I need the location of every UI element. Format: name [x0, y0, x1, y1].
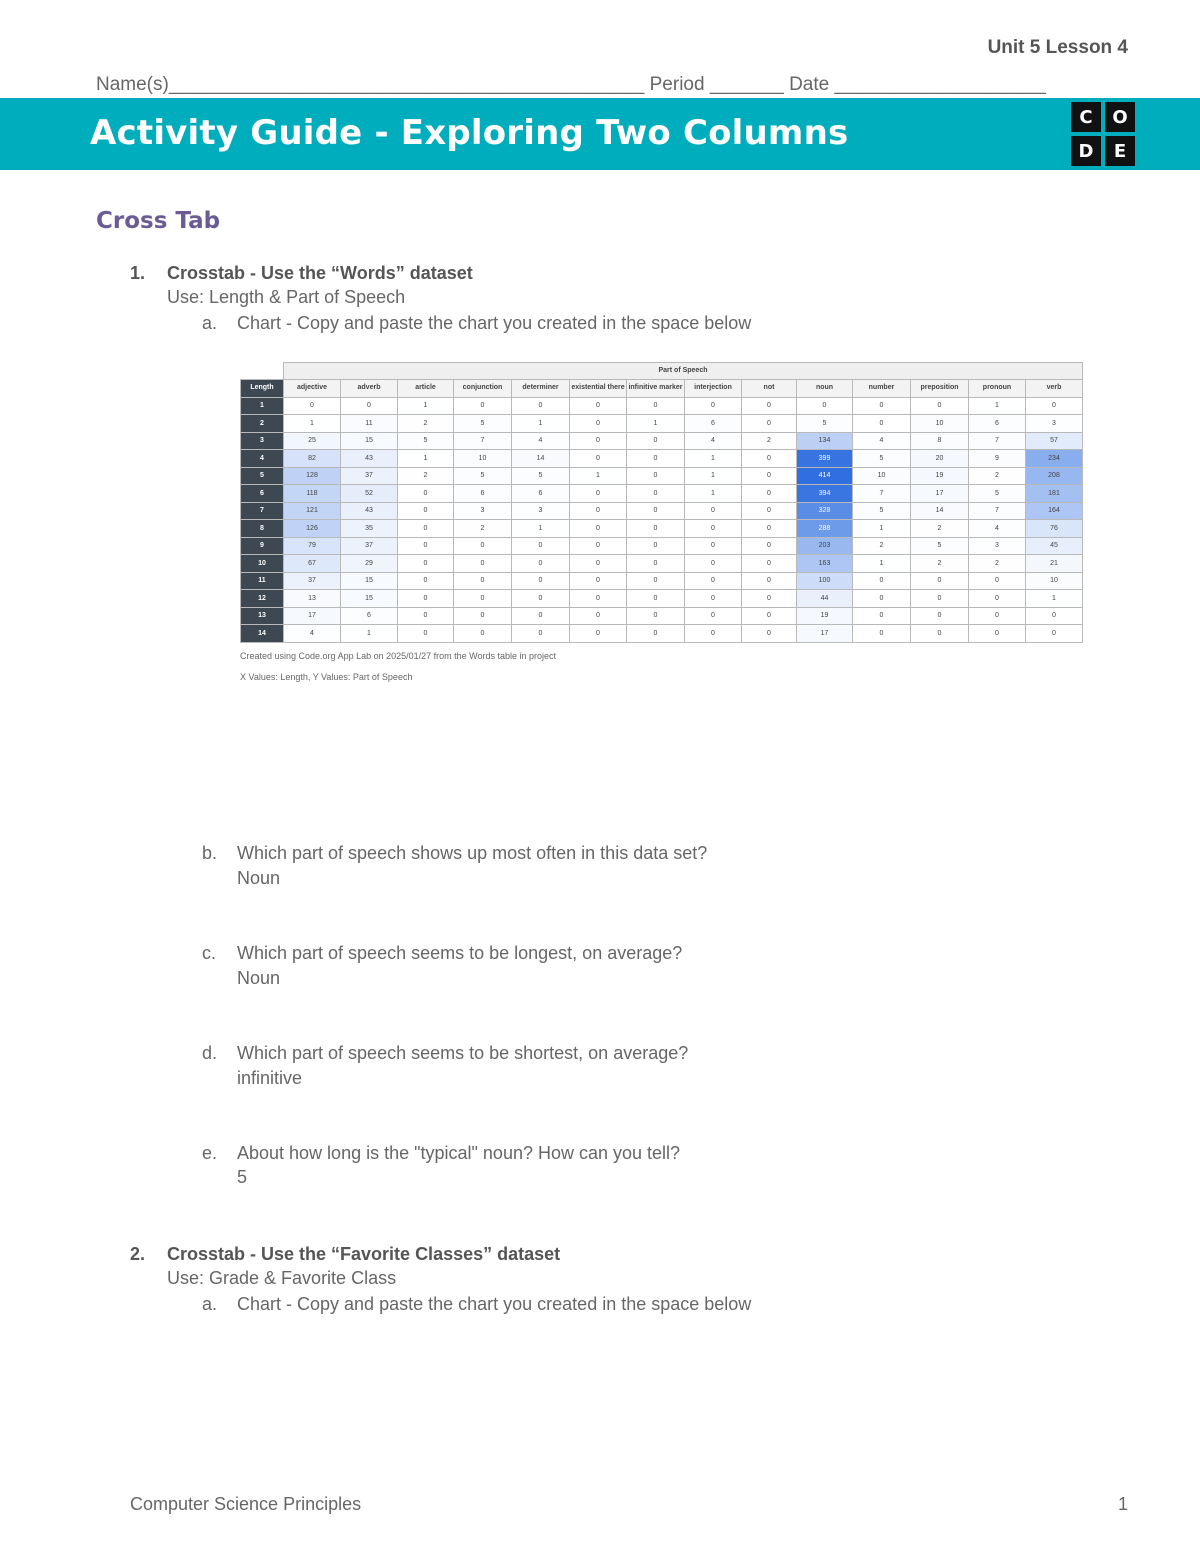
crosstab-column-header: noun	[797, 380, 853, 398]
question-1d-text: Which part of speech seems to be shortest, on average?	[237, 1043, 689, 1063]
crosstab-cell: 0	[627, 555, 685, 573]
crosstab-cell: 0	[911, 397, 969, 415]
crosstab-cell: 15	[341, 572, 398, 590]
page-title: Activity Guide - Exploring Two Columns	[90, 113, 849, 153]
crosstab-cell: 1	[570, 467, 627, 485]
crosstab-cell: 0	[742, 450, 797, 468]
crosstab-row-label: 8	[241, 520, 284, 538]
crosstab-cell: 35	[341, 520, 398, 538]
crosstab-cell: 4	[685, 432, 742, 450]
crosstab-cell: 0	[969, 590, 1026, 608]
crosstab-cell: 234	[1026, 450, 1083, 468]
crosstab-cell: 2	[742, 432, 797, 450]
crosstab-cell: 6	[512, 485, 570, 503]
crosstab-cell: 6	[969, 415, 1026, 433]
logo-letter-d: D	[1071, 136, 1101, 166]
crosstab-cell: 0	[742, 415, 797, 433]
crosstab-column-header: number	[853, 380, 911, 398]
crosstab-cell: 10	[454, 450, 512, 468]
question-1e-text: About how long is the "typical" noun? How can you tell?	[237, 1143, 681, 1163]
crosstab-cell: 0	[685, 537, 742, 555]
crosstab-column-header: preposition	[911, 380, 969, 398]
crosstab-cell: 0	[969, 572, 1026, 590]
crosstab-cell: 0	[742, 537, 797, 555]
crosstab-cell: 0	[398, 485, 454, 503]
crosstab-row	[241, 572, 1083, 590]
crosstab-cell: 0	[627, 537, 685, 555]
crosstab-cell: 0	[911, 607, 969, 625]
crosstab-cell: 0	[570, 397, 627, 415]
crosstab-cell: 5	[797, 415, 853, 433]
crosstab-cell: 82	[284, 450, 341, 468]
crosstab-cell: 37	[341, 537, 398, 555]
crosstab-row-label: 13	[241, 607, 284, 625]
crosstab-cell: 4	[512, 432, 570, 450]
crosstab-cell: 0	[512, 625, 570, 643]
crosstab-row-label: 6	[241, 485, 284, 503]
footer-course-name: Computer Science Principles	[130, 1494, 362, 1514]
crosstab-cell: 4	[284, 625, 341, 643]
crosstab-cell: 1	[969, 397, 1026, 415]
crosstab-cell: 163	[797, 555, 853, 573]
crosstab-cell: 15	[341, 590, 398, 608]
crosstab-cell: 208	[1026, 467, 1083, 485]
crosstab-cell: 2	[853, 537, 911, 555]
question-1d-answer: infinitive	[237, 1068, 303, 1088]
crosstab-cell: 10	[911, 415, 969, 433]
crosstab-cell: 1	[627, 415, 685, 433]
crosstab-cell: 52	[341, 485, 398, 503]
crosstab-row	[241, 625, 1083, 643]
crosstab-cell: 2	[969, 467, 1026, 485]
question-1a-text: Chart - Copy and paste the chart you created in the space below	[237, 313, 752, 333]
crosstab-cell: 6	[454, 485, 512, 503]
crosstab-cell: 5	[969, 485, 1026, 503]
crosstab-cell: 3	[512, 502, 570, 520]
crosstab-cell: 8	[911, 432, 969, 450]
code-logo	[1071, 102, 1135, 166]
crosstab-cell: 3	[1026, 415, 1083, 433]
crosstab-column-header: existential there	[570, 380, 627, 398]
crosstab-cell: 0	[853, 415, 911, 433]
crosstab-cell: 2	[454, 520, 512, 538]
crosstab-cell: 1	[398, 450, 454, 468]
crosstab-cell: 0	[742, 590, 797, 608]
crosstab-cell: 0	[570, 502, 627, 520]
crosstab-row-label: 3	[241, 432, 284, 450]
question-1b-answer: Noun	[237, 868, 281, 888]
crosstab-cell: 4	[969, 520, 1026, 538]
crosstab-cell: 1	[341, 625, 398, 643]
crosstab-cell: 5	[454, 467, 512, 485]
crosstab-cell: 0	[627, 467, 685, 485]
crosstab-cell: 5	[398, 432, 454, 450]
crosstab-cell: 118	[284, 485, 341, 503]
crosstab-cell: 7	[969, 502, 1026, 520]
crosstab-row	[241, 397, 1083, 415]
crosstab-cell: 0	[627, 432, 685, 450]
crosstab-row	[241, 537, 1083, 555]
crosstab-cell: 5	[454, 415, 512, 433]
crosstab-cell: 6	[341, 607, 398, 625]
crosstab-cell: 0	[685, 520, 742, 538]
crosstab-cell: 1	[512, 520, 570, 538]
crosstab-cell: 0	[398, 555, 454, 573]
crosstab-cell: 20	[911, 450, 969, 468]
crosstab-cell: 3	[969, 537, 1026, 555]
section-heading: Cross Tab	[96, 208, 221, 234]
crosstab-column-header: not	[742, 380, 797, 398]
crosstab-cell: 0	[398, 625, 454, 643]
crosstab-row	[241, 607, 1083, 625]
crosstab-cell: 1	[853, 555, 911, 573]
crosstab-cell: 0	[454, 625, 512, 643]
crosstab-cell: 0	[570, 607, 627, 625]
chart-caption-axes: X Values: Length, Y Values: Part of Speech	[240, 672, 413, 682]
crosstab-cell: 0	[685, 625, 742, 643]
crosstab-cell: 14	[911, 502, 969, 520]
crosstab-row-label: 7	[241, 502, 284, 520]
crosstab-cell: 5	[911, 537, 969, 555]
crosstab-row	[241, 590, 1083, 608]
crosstab-cell: 4	[853, 432, 911, 450]
crosstab-cell: 0	[685, 555, 742, 573]
crosstab-cell: 76	[1026, 520, 1083, 538]
crosstab-row	[241, 467, 1083, 485]
crosstab-cell: 0	[570, 572, 627, 590]
crosstab-body	[241, 397, 1083, 642]
logo-letter-e: E	[1105, 136, 1135, 166]
crosstab-cell: 0	[570, 555, 627, 573]
crosstab-cell: 0	[685, 572, 742, 590]
footer-page-number: 1	[1117, 1494, 1128, 1514]
crosstab-cell: 43	[341, 450, 398, 468]
chart-caption-created: Created using Code.org App Lab on 2025/01/27 from the Words table in project	[240, 651, 557, 661]
crosstab-cell: 0	[969, 607, 1026, 625]
crosstab-row	[241, 502, 1083, 520]
question-2a-text: Chart - Copy and paste the chart you created in the space below	[237, 1294, 752, 1314]
crosstab-cell: 25	[284, 432, 341, 450]
crosstab-table	[240, 362, 1083, 643]
crosstab-cell: 5	[853, 502, 911, 520]
crosstab-cell: 17	[797, 625, 853, 643]
crosstab-cell: 0	[454, 555, 512, 573]
crosstab-cell: 0	[911, 625, 969, 643]
crosstab-cell: 0	[685, 397, 742, 415]
crosstab-cell: 0	[685, 502, 742, 520]
crosstab-cell: 0	[398, 502, 454, 520]
crosstab-row-label: 9	[241, 537, 284, 555]
crosstab-column-header: infinitive marker	[627, 380, 685, 398]
crosstab-cell: 0	[627, 625, 685, 643]
crosstab-row-label: 10	[241, 555, 284, 573]
crosstab-cell: 0	[742, 467, 797, 485]
question-2-title: Crosstab - Use the “Favorite Classes” dataset	[167, 1244, 561, 1264]
question-1e-answer: 5	[237, 1167, 248, 1187]
question-2-number: 2.	[130, 1244, 146, 1264]
crosstab-cell: 0	[969, 625, 1026, 643]
question-1c-letter: c.	[202, 943, 217, 963]
name-period-date-line: Name(s)_____________________________________________ Period _______ Date ____________________	[96, 74, 1046, 95]
crosstab-cell: 0	[1026, 397, 1083, 415]
crosstab-row-label: 12	[241, 590, 284, 608]
crosstab-column-header: verb	[1026, 380, 1083, 398]
crosstab-cell: 0	[853, 625, 911, 643]
crosstab-cell: 1	[284, 415, 341, 433]
crosstab-cell: 0	[512, 537, 570, 555]
question-1c-answer: Noun	[237, 968, 281, 988]
question-1b-text: Which part of speech shows up most often in this data set?	[237, 843, 708, 863]
crosstab-row	[241, 555, 1083, 573]
crosstab-cell: 21	[1026, 555, 1083, 573]
crosstab-cell: 7	[454, 432, 512, 450]
crosstab-cell: 0	[398, 537, 454, 555]
crosstab-chart	[240, 362, 1083, 643]
unit-lesson-label: Unit 5 Lesson 4	[987, 37, 1128, 58]
crosstab-cell: 0	[627, 572, 685, 590]
crosstab-cell: 37	[284, 572, 341, 590]
crosstab-column-header: article	[398, 380, 454, 398]
crosstab-cell: 0	[398, 607, 454, 625]
crosstab-cell: 0	[627, 397, 685, 415]
crosstab-cell: 0	[570, 520, 627, 538]
crosstab-cell: 1	[1026, 590, 1083, 608]
question-1-use: Use: Length & Part of Speech	[167, 287, 406, 307]
crosstab-cell: 79	[284, 537, 341, 555]
crosstab-cell: 0	[627, 520, 685, 538]
crosstab-cell: 203	[797, 537, 853, 555]
crosstab-cell: 0	[512, 607, 570, 625]
crosstab-cell: 0	[398, 520, 454, 538]
crosstab-cell: 0	[742, 397, 797, 415]
crosstab-cell: 0	[797, 397, 853, 415]
crosstab-cell: 2	[398, 467, 454, 485]
crosstab-cell: 0	[570, 432, 627, 450]
crosstab-cell: 0	[742, 572, 797, 590]
crosstab-cell: 0	[627, 607, 685, 625]
crosstab-cell: 0	[911, 590, 969, 608]
crosstab-cell: 0	[512, 397, 570, 415]
crosstab-cell: 2	[969, 555, 1026, 573]
crosstab-cell: 0	[627, 485, 685, 503]
crosstab-row-label: 5	[241, 467, 284, 485]
question-1-number: 1.	[130, 263, 146, 283]
crosstab-row	[241, 520, 1083, 538]
crosstab-column-header: pronoun	[969, 380, 1026, 398]
crosstab-cell: 9	[969, 450, 1026, 468]
crosstab-cell: 13	[284, 590, 341, 608]
crosstab-cell: 128	[284, 467, 341, 485]
crosstab-cell: 1	[398, 397, 454, 415]
crosstab-cell: 0	[570, 450, 627, 468]
logo-letter-c: C	[1071, 102, 1101, 132]
crosstab-row	[241, 485, 1083, 503]
crosstab-cell: 0	[398, 572, 454, 590]
crosstab-row-header: Length	[241, 380, 284, 398]
crosstab-row-label: 1	[241, 397, 284, 415]
crosstab-cell: 0	[742, 625, 797, 643]
crosstab-cell: 43	[341, 502, 398, 520]
crosstab-cell: 164	[1026, 502, 1083, 520]
crosstab-cell: 0	[454, 572, 512, 590]
crosstab-cell: 0	[570, 590, 627, 608]
crosstab-cell: 1	[685, 450, 742, 468]
crosstab-cell: 17	[911, 485, 969, 503]
crosstab-cell: 2	[911, 520, 969, 538]
crosstab-cell: 11	[341, 415, 398, 433]
crosstab-cell: 2	[911, 555, 969, 573]
crosstab-cell: 0	[853, 607, 911, 625]
crosstab-cell: 7	[853, 485, 911, 503]
crosstab-cell: 0	[742, 607, 797, 625]
crosstab-cell: 0	[853, 590, 911, 608]
crosstab-cell: 126	[284, 520, 341, 538]
crosstab-cell: 0	[1026, 607, 1083, 625]
crosstab-cell: 2	[398, 415, 454, 433]
question-1b-letter: b.	[202, 843, 218, 863]
crosstab-title: Part of Speech	[284, 363, 1083, 380]
crosstab-cell: 0	[742, 502, 797, 520]
crosstab-cell: 0	[341, 397, 398, 415]
crosstab-cell: 0	[685, 607, 742, 625]
crosstab-cell: 5	[853, 450, 911, 468]
crosstab-row-label: 11	[241, 572, 284, 590]
crosstab-cell: 0	[627, 590, 685, 608]
crosstab-cell: 6	[685, 415, 742, 433]
crosstab-cell: 7	[969, 432, 1026, 450]
crosstab-cell: 0	[742, 555, 797, 573]
question-1d-letter: d.	[202, 1043, 218, 1063]
crosstab-cell: 0	[570, 537, 627, 555]
crosstab-column-header: adverb	[341, 380, 398, 398]
crosstab-column-header: determiner	[512, 380, 570, 398]
crosstab-cell: 414	[797, 467, 853, 485]
crosstab-cell: 288	[797, 520, 853, 538]
crosstab-cell: 394	[797, 485, 853, 503]
crosstab-cell: 0	[570, 625, 627, 643]
crosstab-cell: 121	[284, 502, 341, 520]
crosstab-column-header: conjunction	[454, 380, 512, 398]
crosstab-cell: 3	[454, 502, 512, 520]
question-2-use: Use: Grade & Favorite Class	[167, 1268, 397, 1288]
crosstab-cell: 10	[853, 467, 911, 485]
crosstab-cell: 0	[570, 485, 627, 503]
crosstab-cell: 67	[284, 555, 341, 573]
crosstab-row	[241, 450, 1083, 468]
crosstab-cell: 0	[512, 572, 570, 590]
crosstab-cell: 0	[685, 590, 742, 608]
crosstab-header-row	[241, 380, 1083, 398]
crosstab-cell: 399	[797, 450, 853, 468]
crosstab-cell: 0	[627, 502, 685, 520]
crosstab-row-label: 2	[241, 415, 284, 433]
question-1e-letter: e.	[202, 1143, 218, 1163]
crosstab-row	[241, 432, 1083, 450]
question-2a-letter: a.	[202, 1294, 218, 1314]
crosstab-cell: 29	[341, 555, 398, 573]
crosstab-cell: 0	[742, 485, 797, 503]
crosstab-cell: 328	[797, 502, 853, 520]
crosstab-cell: 0	[853, 397, 911, 415]
crosstab-cell: 19	[911, 467, 969, 485]
logo-letter-o: O	[1105, 102, 1135, 132]
crosstab-cell: 0	[911, 572, 969, 590]
crosstab-cell: 44	[797, 590, 853, 608]
crosstab-cell: 1	[853, 520, 911, 538]
crosstab-cell: 5	[512, 467, 570, 485]
crosstab-cell: 14	[512, 450, 570, 468]
crosstab-cell: 0	[454, 397, 512, 415]
crosstab-cell: 0	[570, 415, 627, 433]
crosstab-cell: 0	[454, 590, 512, 608]
crosstab-cell: 45	[1026, 537, 1083, 555]
crosstab-cell: 100	[797, 572, 853, 590]
crosstab-cell: 0	[512, 555, 570, 573]
crosstab-row	[241, 415, 1083, 433]
crosstab-cell: 1	[512, 415, 570, 433]
crosstab-cell: 0	[627, 450, 685, 468]
crosstab-cell: 0	[454, 537, 512, 555]
crosstab-cell: 0	[398, 590, 454, 608]
crosstab-cell: 1	[685, 467, 742, 485]
question-1a-letter: a.	[202, 313, 218, 333]
crosstab-row-label: 14	[241, 625, 284, 643]
crosstab-column-header: adjective	[284, 380, 341, 398]
question-1c-text: Which part of speech seems to be longest, on average?	[237, 943, 683, 963]
crosstab-cell: 57	[1026, 432, 1083, 450]
crosstab-cell: 0	[853, 572, 911, 590]
crosstab-cell: 0	[284, 397, 341, 415]
crosstab-corner-blank	[241, 363, 284, 380]
crosstab-column-header: interjection	[685, 380, 742, 398]
crosstab-cell: 0	[454, 607, 512, 625]
crosstab-cell: 17	[284, 607, 341, 625]
crosstab-cell: 15	[341, 432, 398, 450]
crosstab-cell: 1	[685, 485, 742, 503]
crosstab-cell: 134	[797, 432, 853, 450]
question-1-title: Crosstab - Use the “Words” dataset	[167, 263, 473, 283]
crosstab-cell: 10	[1026, 572, 1083, 590]
crosstab-cell: 181	[1026, 485, 1083, 503]
crosstab-cell: 0	[512, 590, 570, 608]
crosstab-cell: 0	[1026, 625, 1083, 643]
crosstab-cell: 0	[742, 520, 797, 538]
crosstab-cell: 19	[797, 607, 853, 625]
crosstab-cell: 37	[341, 467, 398, 485]
crosstab-row-label: 4	[241, 450, 284, 468]
